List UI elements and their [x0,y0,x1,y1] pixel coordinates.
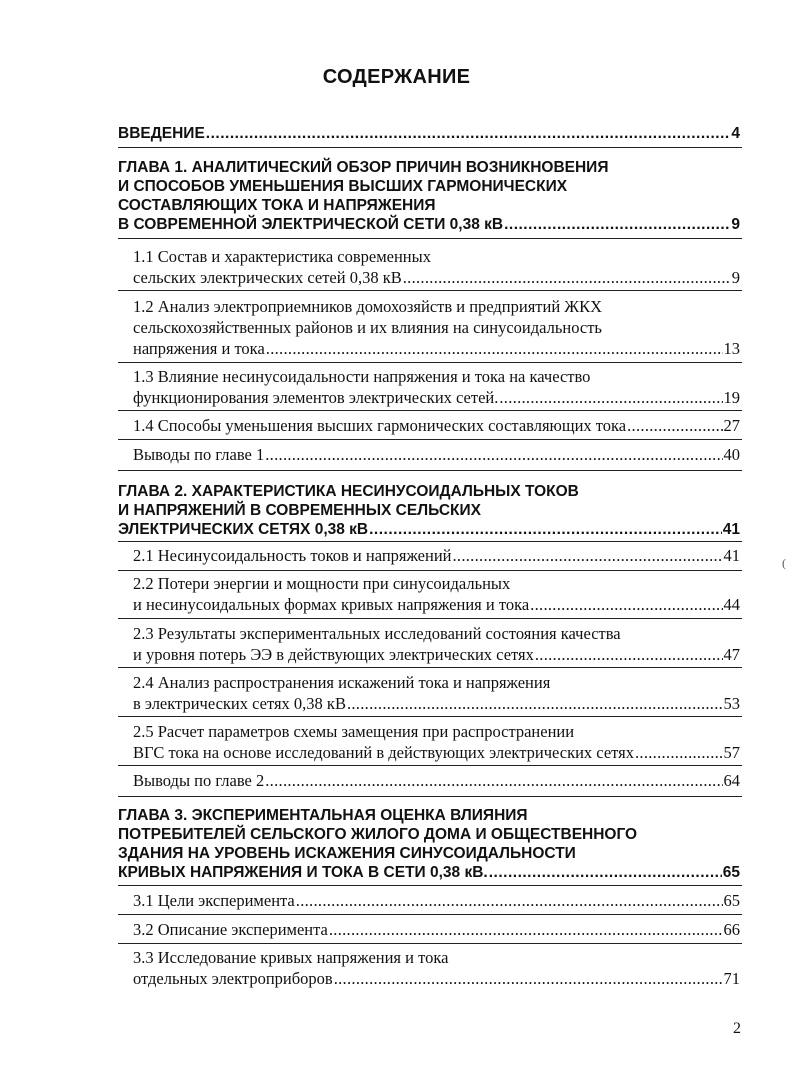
margin-mark: ( [782,556,786,570]
toc-entry-line: 1.3 Влияние несинусоидальности напряжения и тока на качество [133,367,591,386]
toc-entry-section-1-3[interactable] [133,366,740,408]
divider [118,943,742,944]
toc-entry-line: И СПОСОБОВ УМЕНЬШЕНИЯ ВЫСШИХ ГАРМОНИЧЕСКИХ [118,178,568,195]
leader-dots [403,267,731,288]
leader-dots [265,770,722,791]
toc-page-number: 65 [723,891,740,910]
divider [118,796,742,797]
toc-page-number: 41 [723,546,740,565]
toc-page-number: 66 [723,920,740,939]
toc-page-number: 64 [723,771,740,790]
toc-entry-text: ВВЕДЕНИЕ [118,125,205,142]
leader-dots [296,890,723,911]
toc-page-number: 40 [723,445,740,464]
toc-entry-text: напряжения и тока [133,339,265,358]
divider [118,439,742,440]
toc-entry-text: отдельных электроприборов [133,969,333,988]
toc-entry-section-1-4[interactable] [133,415,740,436]
divider [118,570,742,571]
toc-entry-section-3-1[interactable] [133,890,740,911]
toc-entry-text: ВГС тока на основе исследований в действующих электрических сетях [133,743,634,762]
divider [118,618,742,619]
toc-page-number: 71 [723,969,740,988]
toc-entry-line: 2.3 Результаты экспериментальных исследований состояния качества [133,624,621,643]
toc-entry-chapter-2[interactable] [118,482,740,539]
divider [118,885,742,886]
leader-dots [369,520,722,539]
toc-page-number: 41 [722,521,740,538]
leader-dots [530,594,722,615]
toc-entry-line: 2.4 Анализ распространения искажений тока и напряжения [133,673,551,692]
toc-entry-line: 1.2 Анализ электроприемников домохозяйств и предприятий ЖКХ [133,297,603,316]
toc-page-number: 9 [731,268,740,287]
divider [118,362,742,363]
divider [118,716,742,717]
divider [118,410,742,411]
page-number: 2 [733,1020,741,1037]
toc-entry-text: функционирования элементов электрических сетей. [133,388,499,407]
toc-entry-conclusions-2[interactable] [133,770,740,791]
leader-dots [265,444,722,465]
toc-entry-section-1-2[interactable] [133,296,740,359]
toc-entry-line: 2.2 Потери энергии и мощности при синусоидальных [133,574,511,593]
toc-entry-text: ЭЛЕКТРИЧЕСКИХ СЕТЯХ 0,38 кВ [118,521,369,538]
toc-entry-line: ПОТРЕБИТЕЛЕЙ СЕЛЬСКОГО ЖИЛОГО ДОМА И ОБЩЕСТВЕННОГО [118,826,638,843]
toc-entry-line: 1.1 Состав и характеристика современных [133,247,431,266]
divider [118,541,742,542]
toc-entry-text: Выводы по главе 2 [133,771,265,790]
toc-page-number: 13 [723,339,740,358]
toc-entry-line: сельскохозяйственных районов и их влияния на синусоидальность [133,318,602,337]
leader-dots [627,415,722,436]
divider [118,470,742,471]
toc-entry-line: ГЛАВА 1. АНАЛИТИЧЕСКИЙ ОБЗОР ПРИЧИН ВОЗНИКНОВЕНИЯ [118,159,609,176]
toc-entry-text: в электрических сетях 0,38 кВ [133,694,346,713]
toc-entry-text: и несинусоидальных формах кривых напряжения и тока [133,595,530,614]
toc-page-number: 47 [723,645,740,664]
leader-dots [635,742,723,763]
toc-entry-line: 2.5 Расчет параметров схемы замещения при распространении [133,722,575,741]
page-title: СОДЕРЖАНИЕ [322,66,471,88]
toc-page-number: 4 [731,125,740,142]
toc-page-number: 44 [723,595,740,614]
toc-entry-text: и уровня потерь ЭЭ в действующих электрических сетях [133,645,534,664]
toc-entry-text: В СОВРЕМЕННОЙ ЭЛЕКТРИЧЕСКОЙ СЕТИ 0,38 кВ [118,216,504,233]
toc-entry-section-3-3[interactable] [133,947,740,989]
toc-entry-section-2-1[interactable] [133,545,740,566]
toc-entry-text: 3.2 Описание эксперимента [133,920,328,939]
divider [118,914,742,915]
divider [118,667,742,668]
toc-entry-line: ГЛАВА 2. ХАРАКТЕРИСТИКА НЕСИНУСОИДАЛЬНЫХ ТОКОВ [118,483,579,500]
leader-dots [535,644,723,665]
toc-entry-text: 1.4 Способы уменьшения высших гармонических составляющих тока [133,416,627,435]
toc-page-number: 53 [723,694,740,713]
toc-entry-section-2-4[interactable] [133,672,740,714]
toc-entry-line: ЗДАНИЯ НА УРОВЕНЬ ИСКАЖЕНИЯ СИНУСОИДАЛЬНОСТИ [118,845,576,862]
toc-entry-line: И НАПРЯЖЕНИЙ В СОВРЕМЕННЫХ СЕЛЬСКИХ [118,502,481,519]
leader-dots [266,338,723,359]
toc-entry-line: ГЛАВА 3. ЭКСПЕРИМЕНТАЛЬНАЯ ОЦЕНКА ВЛИЯНИЯ [118,807,528,824]
leader-dots [334,968,723,989]
divider [118,238,742,239]
toc-entry-text: КРИВЫХ НАПРЯЖЕНИЯ И ТОКА В СЕТИ 0,38 кВ. [118,864,488,881]
divider [118,147,742,148]
toc-entry-text: 3.1 Цели эксперимента [133,891,295,910]
toc-entry-introduction[interactable] [118,124,740,143]
toc-page-number: 9 [731,216,740,233]
leader-dots [499,387,722,408]
leader-dots [347,693,723,714]
leader-dots [329,919,723,940]
toc-entry-text: сельских электрических сетей 0,38 кВ [133,268,402,287]
leader-dots [206,124,731,143]
leader-dots [489,863,722,882]
toc-page-number: 65 [722,864,740,881]
toc-entry-section-1-1[interactable] [133,246,740,288]
toc-entry-section-2-3[interactable] [133,623,740,665]
toc-entry-text: Выводы по главе 1 [133,445,265,464]
divider [118,765,742,766]
toc-entry-section-2-2[interactable] [133,573,740,615]
toc-entry-line: СОСТАВЛЯЮЩИХ ТОКА И НАПРЯЖЕНИЯ [118,197,436,214]
toc-entry-text: 2.1 Несинусоидальность токов и напряжений [133,546,452,565]
toc-entry-section-3-2[interactable] [133,919,740,940]
toc-entry-chapter-1[interactable] [118,158,740,234]
toc-page-number: 19 [723,388,740,407]
toc-page-number: 27 [723,416,740,435]
toc-entry-line: 3.3 Исследование кривых напряжения и тока [133,948,449,967]
toc-page-number: 57 [723,743,740,762]
leader-dots [504,215,730,234]
toc-entry-conclusions-1[interactable] [133,444,740,465]
toc-entry-section-2-5[interactable] [133,721,740,763]
toc-entry-chapter-3[interactable] [118,806,740,882]
leader-dots [452,545,722,566]
divider [118,290,742,291]
